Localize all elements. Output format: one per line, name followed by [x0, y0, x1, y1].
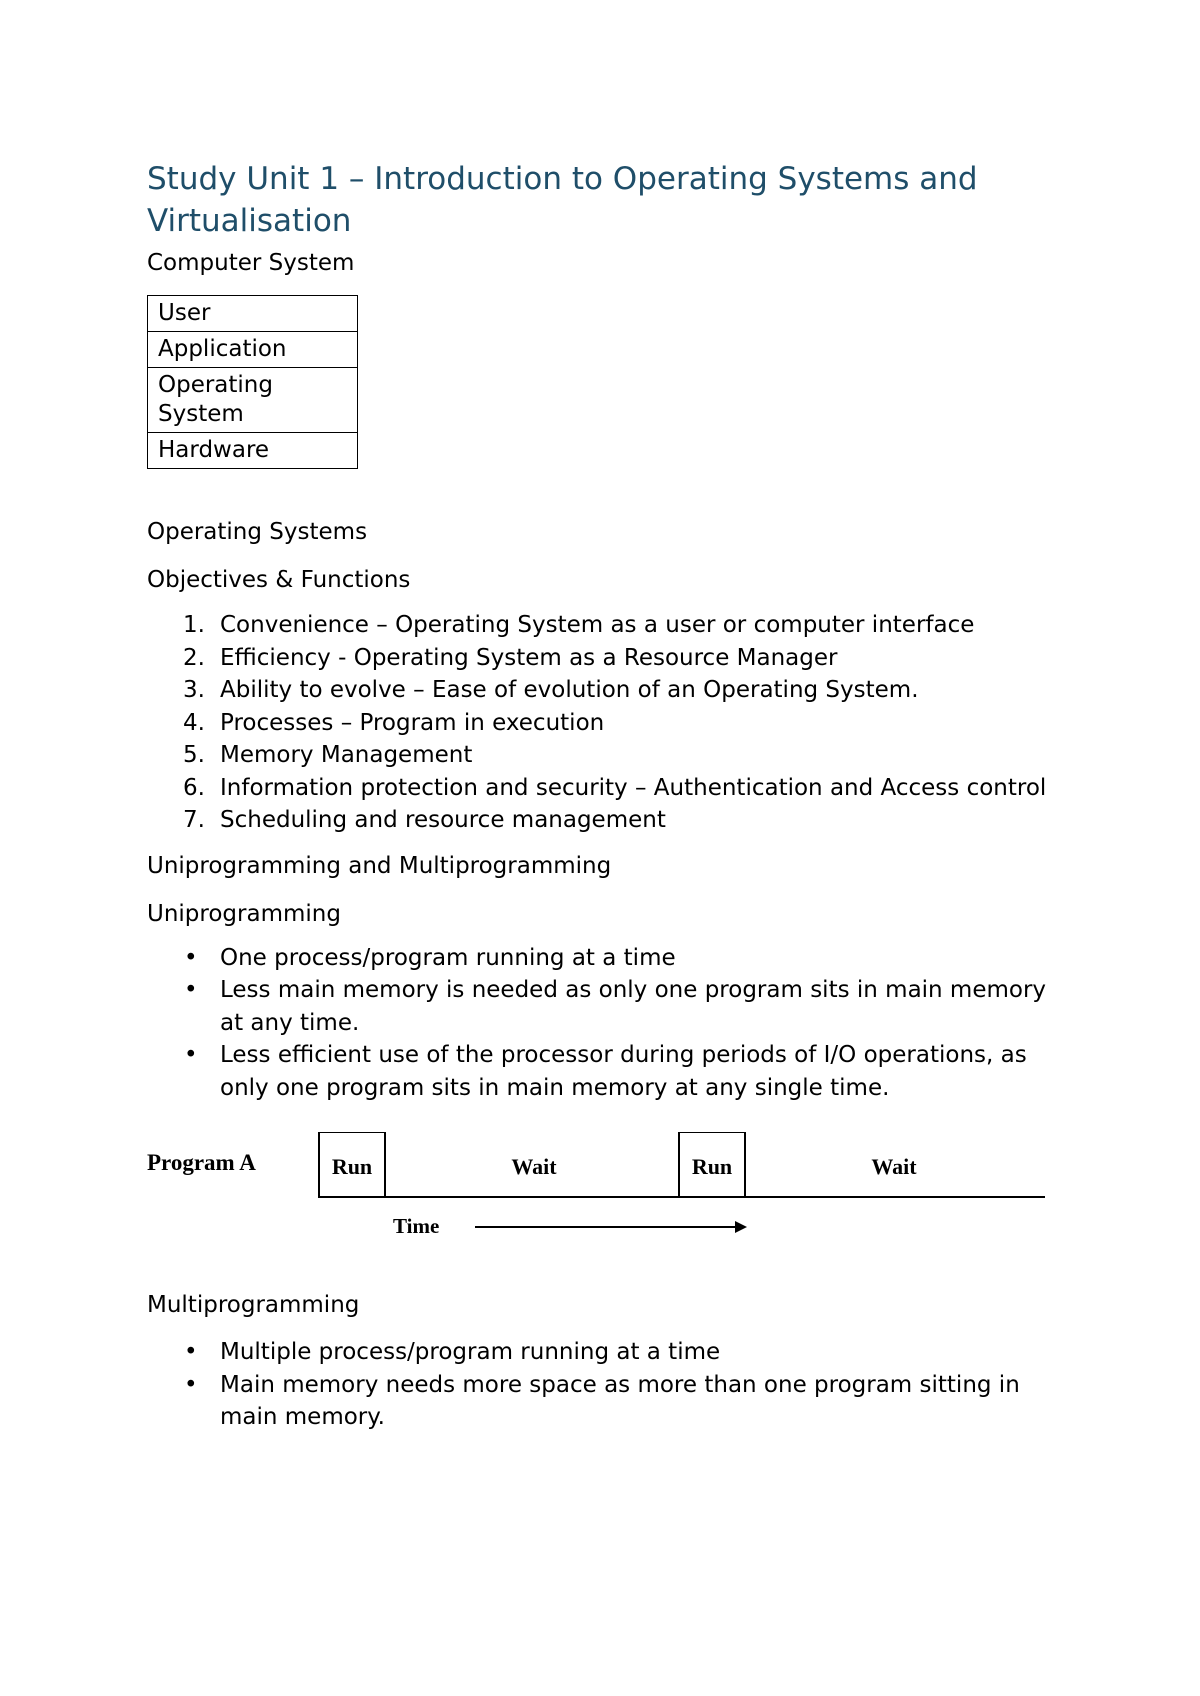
- wait-label-2: Wait: [871, 1154, 917, 1179]
- list-number: 1.: [183, 612, 205, 638]
- run-label-2: Run: [691, 1154, 733, 1179]
- list-item-text: Less efficient use of the processor during periods of I/O operations, as only one program sits in main memory at any single time.: [220, 1042, 1027, 1101]
- list-number: 3.: [183, 677, 205, 703]
- program-label: Program A: [147, 1150, 256, 1175]
- uniprogramming-heading: Uniprogramming: [147, 900, 341, 927]
- uniprogramming-timeline-diagram: [141, 1132, 1061, 1262]
- time-label: Time: [393, 1214, 440, 1238]
- list-item: [147, 1039, 1057, 1104]
- list-item-text: Processes – Program in execution: [220, 709, 605, 736]
- multiprogramming-heading: Multiprogramming: [147, 1292, 360, 1318]
- list-item-text: Convenience – Operating System as a user or computer interface: [220, 612, 975, 638]
- list-item-text: Main memory needs more space as more than one program sitting in main memory.: [220, 1371, 1020, 1430]
- list-item: [147, 707, 1057, 740]
- list-item-text: Scheduling and resource management: [220, 807, 666, 833]
- list-item-text: Less main memory is needed as only one program sits in main memory at any time.: [220, 977, 1047, 1036]
- table-row: [148, 368, 358, 433]
- list-item-text: Memory Management: [220, 742, 473, 768]
- bullet-icon: •: [184, 1339, 198, 1365]
- list-number: 4.: [183, 709, 205, 736]
- list-item-text: Efficiency - Operating System as a Resource Manager: [220, 644, 838, 671]
- list-number: 6.: [183, 774, 205, 801]
- list-number: 2.: [183, 644, 205, 671]
- layer-hardware: Hardware: [148, 433, 358, 469]
- wait-label-1: Wait: [511, 1154, 557, 1179]
- list-number: 5.: [183, 742, 205, 768]
- layer-operating-system: Operating System: [148, 368, 358, 433]
- list-item: [147, 1336, 1057, 1369]
- list-item: [147, 642, 1057, 675]
- uni-multi-heading: Uniprogramming and Multiprogramming: [147, 852, 612, 879]
- list-item-text: Multiple process/program running at a time: [220, 1339, 721, 1365]
- list-item: [147, 1369, 1057, 1434]
- bullet-icon: •: [184, 1042, 198, 1068]
- list-item: [147, 609, 1057, 642]
- list-item: [147, 804, 1057, 837]
- table-row: [148, 332, 358, 368]
- operating-systems-heading: Operating Systems: [147, 519, 368, 545]
- table-row: [148, 296, 358, 332]
- page-title: Study Unit 1 – Introduction to Operating Systems and Virtualisation: [147, 161, 978, 239]
- layer-user: User: [148, 296, 358, 332]
- computer-system-table: [147, 295, 358, 469]
- bullet-icon: •: [184, 1371, 198, 1398]
- document-page: [147, 158, 1057, 1434]
- objectives-heading: Objectives & Functions: [147, 567, 411, 593]
- list-item: [147, 772, 1057, 805]
- objectives-list: [147, 609, 1057, 837]
- list-item: [147, 739, 1057, 772]
- layer-application: Application: [148, 332, 358, 368]
- list-item: [147, 942, 1057, 975]
- list-item: [147, 974, 1057, 1039]
- bullet-icon: •: [184, 977, 198, 1003]
- multiprogramming-list: [147, 1336, 1057, 1434]
- table-row: [148, 433, 358, 469]
- list-item-text: One process/program running at a time: [220, 944, 676, 971]
- list-item: [147, 674, 1057, 707]
- list-item-text: Ability to evolve – Ease of evolution of an Operating System.: [220, 677, 919, 703]
- computer-system-heading: Computer System: [147, 250, 355, 276]
- bullet-icon: •: [184, 944, 198, 971]
- run-label-1: Run: [331, 1154, 373, 1179]
- arrow-right-icon: [735, 1221, 747, 1233]
- list-item-text: Information protection and security – Authentication and Access control: [220, 774, 1047, 801]
- list-number: 7.: [183, 807, 205, 833]
- uniprogramming-list: [147, 942, 1057, 1105]
